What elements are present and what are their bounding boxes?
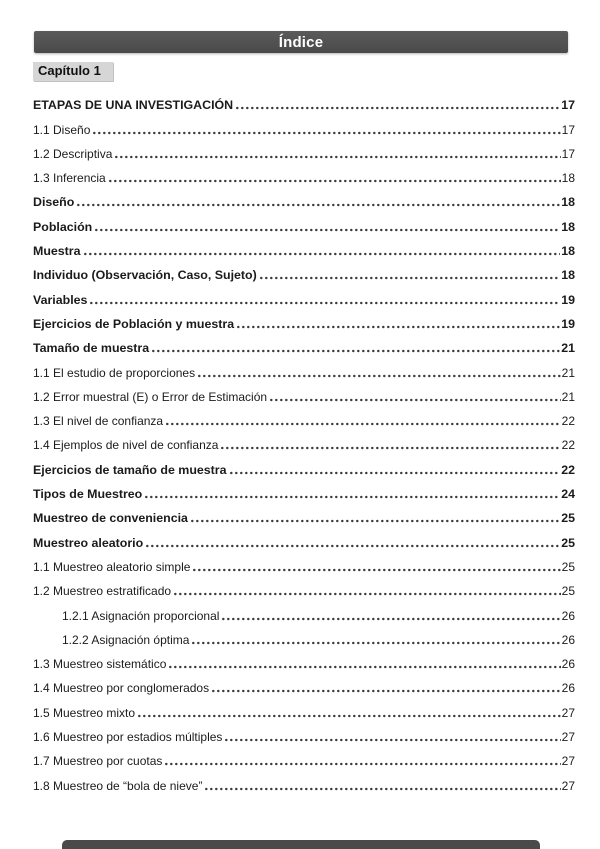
toc-entry-page: 27 xyxy=(561,730,575,745)
toc-entry[interactable] xyxy=(33,748,575,772)
toc-entry-title: 1.6 Muestreo por estadios múltiples xyxy=(33,730,223,745)
toc-leader-dots xyxy=(90,301,560,305)
toc-leader-dots xyxy=(260,276,560,280)
toc-entry[interactable] xyxy=(33,286,575,310)
toc-entry-page: 18 xyxy=(561,171,575,186)
chapter-label: Capítulo 1 xyxy=(33,62,113,81)
toc-entry-page: 27 xyxy=(561,705,575,720)
toc-leader-dots xyxy=(270,398,561,402)
toc-entry-page: 22 xyxy=(561,438,575,453)
toc-entry[interactable] xyxy=(33,772,575,796)
toc-leader-dots xyxy=(169,665,560,669)
toc-entry-title: 1.4 Muestreo por conglomerados xyxy=(33,681,210,696)
toc-entry[interactable] xyxy=(33,529,575,553)
toc-entry[interactable] xyxy=(33,602,575,626)
toc-leader-dots xyxy=(93,131,560,135)
toc-leader-dots xyxy=(225,738,560,742)
toc-entry-page: 19 xyxy=(561,316,575,331)
toc-entry-title: 1.1 Diseño xyxy=(33,122,91,137)
toc-entry[interactable] xyxy=(33,456,575,480)
toc-entry[interactable] xyxy=(33,724,575,748)
toc-entry-page: 21 xyxy=(561,389,575,404)
toc-entry-page: 18 xyxy=(561,219,575,234)
index-header-bar xyxy=(34,31,568,53)
toc-entry-title: Población xyxy=(33,219,93,234)
toc-entry[interactable] xyxy=(33,116,575,140)
toc-leader-dots xyxy=(198,374,561,378)
toc-entry[interactable] xyxy=(33,481,575,505)
toc-leader-dots xyxy=(192,641,560,645)
toc-entry-page: 26 xyxy=(561,681,575,696)
toc-entry-title: Muestreo aleatorio xyxy=(33,535,144,550)
toc-leader-dots xyxy=(146,544,560,548)
toc-entry-title: Diseño xyxy=(33,195,75,210)
toc-leader-dots xyxy=(236,106,560,110)
toc-entry-title: Tipos de Muestreo xyxy=(33,487,143,502)
toc-entry-page: 26 xyxy=(561,608,575,623)
toc-entry-page: 26 xyxy=(561,632,575,647)
toc-leader-dots xyxy=(212,689,561,693)
toc-entry[interactable] xyxy=(33,675,575,699)
toc-entry-title: 1.2 Error muestral (E) o Error de Estimación xyxy=(33,389,268,404)
toc-entry-title: 1.8 Muestreo de “bola de nieve” xyxy=(33,778,203,793)
toc-entry-page: 18 xyxy=(561,244,575,259)
toc-leader-dots xyxy=(166,422,561,426)
toc-entry[interactable] xyxy=(33,699,575,723)
toc-entry-title: 1.4 Ejemplos de nivel de confianza xyxy=(33,438,219,453)
toc-entry-title: 1.2.1 Asignación proporcional xyxy=(62,608,220,623)
toc-entry-title: Individuo (Observación, Caso, Sujeto) xyxy=(33,268,257,283)
toc-entry-title: 1.7 Muestreo por cuotas xyxy=(33,754,163,769)
toc-entry-page: 17 xyxy=(561,122,575,137)
toc-entry-title: 1.2.2 Asignación óptima xyxy=(62,632,190,647)
toc-leader-dots xyxy=(230,471,561,475)
toc-entry[interactable] xyxy=(33,432,575,456)
toc-leader-dots xyxy=(145,495,560,499)
toc-entry-title: Muestra xyxy=(33,244,81,259)
toc-entry-title: Muestreo de conveniencia xyxy=(33,511,188,526)
toc-leader-dots xyxy=(95,228,560,232)
toc-leader-dots xyxy=(152,349,560,353)
toc-entry-title: Ejercicios de Población y muestra xyxy=(33,316,235,331)
toc-leader-dots xyxy=(77,203,560,207)
toc-entry-title: 1.1 Muestreo aleatorio simple xyxy=(33,559,191,574)
toc-entry-page: 21 xyxy=(561,341,575,356)
toc-entry[interactable] xyxy=(33,92,575,116)
toc-entry[interactable] xyxy=(33,384,575,408)
toc-entry-page: 25 xyxy=(561,559,575,574)
toc-entry[interactable] xyxy=(33,554,575,578)
toc-entry[interactable] xyxy=(33,335,575,359)
toc-entry-page: 18 xyxy=(561,268,575,283)
toc-entry-page: 24 xyxy=(561,487,575,502)
toc-entry-page: 27 xyxy=(561,754,575,769)
toc-entry-page: 25 xyxy=(561,511,575,526)
toc-entry[interactable] xyxy=(33,408,575,432)
toc-entry-title: 1.5 Muestreo mixto xyxy=(33,705,136,720)
toc-entry-title: ETAPAS DE UNA INVESTIGACIÓN xyxy=(33,98,234,113)
toc-entry-title: 1.3 Muestreo sistemático xyxy=(33,657,167,672)
toc-entry-page: 18 xyxy=(561,195,575,210)
toc-leader-dots xyxy=(222,617,560,621)
toc-entry[interactable] xyxy=(33,165,575,189)
toc-leader-dots xyxy=(138,714,561,718)
toc-entry-title: 1.2 Muestreo estratificado xyxy=(33,584,172,599)
footer-bar xyxy=(62,840,540,849)
toc-entry-page: 22 xyxy=(561,462,575,477)
toc-leader-dots xyxy=(193,568,560,572)
toc-leader-dots xyxy=(205,787,560,791)
toc-leader-dots xyxy=(84,252,561,256)
toc-entry[interactable] xyxy=(33,651,575,675)
toc-leader-dots xyxy=(109,179,561,183)
toc-entry-page: 21 xyxy=(561,365,575,380)
toc-entry-page: 25 xyxy=(561,535,575,550)
toc-entry-page: 17 xyxy=(561,146,575,161)
toc-leader-dots xyxy=(165,762,560,766)
toc-entry-page: 22 xyxy=(561,414,575,429)
toc-entry-page: 25 xyxy=(561,584,575,599)
toc-entry[interactable] xyxy=(33,141,575,165)
toc-leader-dots xyxy=(191,519,560,523)
toc-entry-title: 1.3 El nivel de confianza xyxy=(33,414,164,429)
toc-entry-title: Variables xyxy=(33,292,88,307)
toc-entry-title: Tamaño de muestra xyxy=(33,341,150,356)
toc-leader-dots xyxy=(174,592,561,596)
toc-entry[interactable] xyxy=(33,359,575,383)
toc-entry-title: 1.3 Inferencia xyxy=(33,171,106,186)
toc-entry[interactable] xyxy=(33,262,575,286)
toc-entry[interactable] xyxy=(33,578,575,602)
toc-entry[interactable] xyxy=(33,311,575,335)
toc-entry-page: 26 xyxy=(561,657,575,672)
toc-list xyxy=(33,92,575,797)
toc-leader-dots xyxy=(115,155,560,159)
toc-entry[interactable] xyxy=(33,213,575,237)
toc-entry-title: 1.2 Descriptiva xyxy=(33,146,113,161)
index-title: Índice xyxy=(278,33,324,51)
toc-entry-title: 1.1 El estudio de proporciones xyxy=(33,365,196,380)
toc-leader-dots xyxy=(237,325,560,329)
toc-entry-page: 27 xyxy=(561,778,575,793)
toc-entry-page: 17 xyxy=(561,98,575,113)
toc-entry-title: Ejercicios de tamaño de muestra xyxy=(33,462,227,477)
toc-leader-dots xyxy=(221,446,560,450)
toc-entry[interactable] xyxy=(33,238,575,262)
toc-entry[interactable] xyxy=(33,189,575,213)
toc-entry[interactable] xyxy=(33,505,575,529)
toc-entry[interactable] xyxy=(33,627,575,651)
toc-entry-page: 19 xyxy=(561,292,575,307)
